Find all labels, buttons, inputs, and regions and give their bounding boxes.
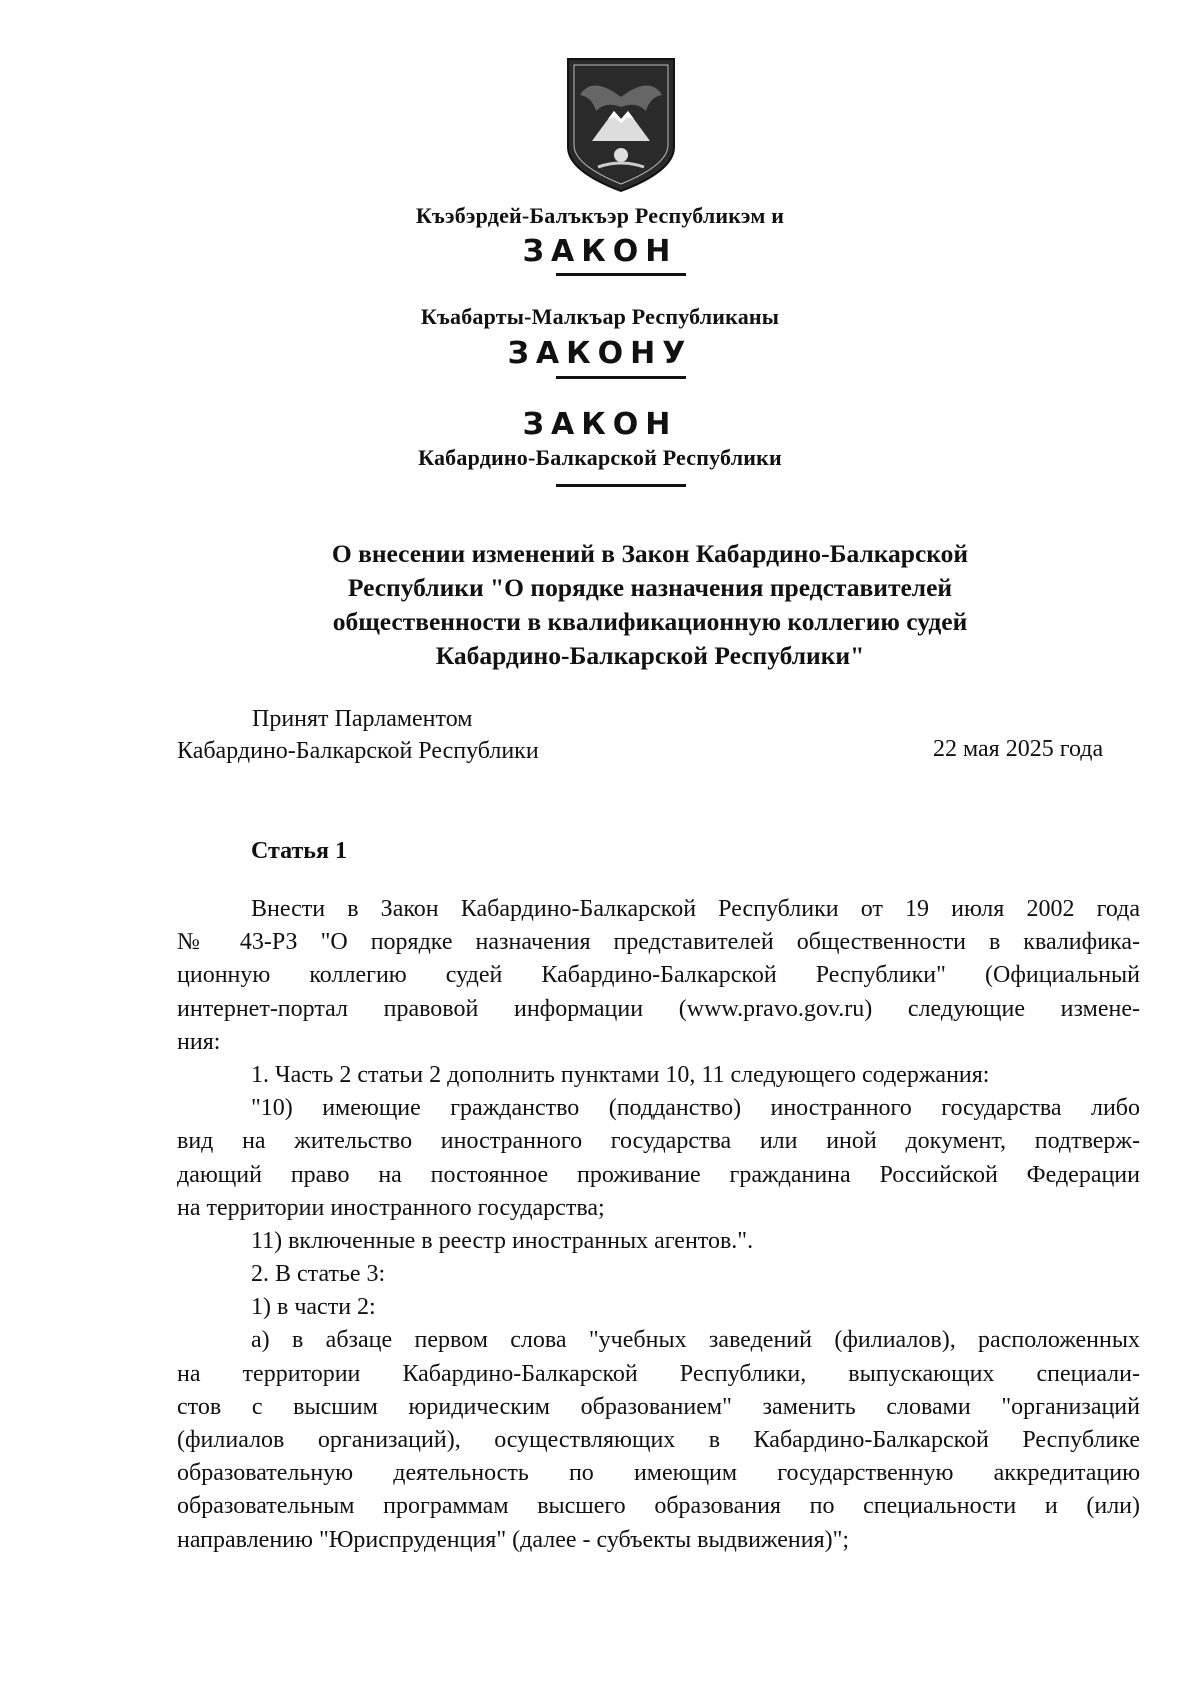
law-title-line: О внесении изменений в Закон Кабардино-Балкарской — [331, 539, 969, 568]
divider-rule — [556, 484, 686, 487]
article-line: ционную коллегию судей Кабардино-Балкарской Республики" (Официальный — [177, 962, 1140, 989]
ru-republic-label: Кабардино-Балкарской Республики — [418, 445, 782, 470]
adoption-date: 22 мая 2025 года — [933, 736, 1104, 762]
law-title — [250, 537, 1050, 673]
article-line: (филиалов организаций), осуществляющих в Кабардино-Балкарской Республике — [177, 1427, 1140, 1453]
article-line: образовательным программам высшего образования по специальности и (или) — [177, 1493, 1140, 1520]
article-line: а) в абзаце первом слова "учебных заведений (филиалов), расположенных — [251, 1327, 1140, 1354]
article-line: дающий право на постоянное проживание гражданина Российской Федерации — [177, 1161, 1140, 1188]
article-line: ния: — [177, 1028, 221, 1055]
krc-republic-label: Къабарты-Малкъар Республиканы — [420, 304, 780, 329]
article-line: интернет-портал правовой информации (www.pravo.gov.ru) следующие измене- — [177, 995, 1140, 1022]
article-line: на территории Кабардино-Балкарской Республики, выпускающих специали- — [177, 1360, 1140, 1387]
kbd-republic-label: Къэбэрдей-Балъкъэр Республикэм и — [415, 203, 785, 228]
article-line: "10) имеющие гражданство (подданство) иностранного государства либо — [251, 1095, 1140, 1122]
coat-of-arms-emblem — [562, 55, 680, 195]
article-line: 1. Часть 2 статьи 2 дополнить пунктами 10, 11 следующего содержания: — [251, 1061, 990, 1088]
article-line: 2. В статье 3: — [251, 1261, 386, 1288]
ru-law-title: ЗАКОН — [522, 407, 678, 442]
adopted-by-label: Принят Парламентом — [252, 706, 473, 732]
article-line: 11) включенные в реестр иностранных агентов.". — [251, 1227, 754, 1254]
article-heading: Статья 1 — [251, 838, 347, 864]
article-line: 1) в части 2: — [251, 1294, 376, 1321]
adopted-by-parliament: Кабардино-Балкарской Республики — [177, 738, 539, 764]
kbd-law-title: ЗАКОН — [522, 234, 678, 269]
article-body — [177, 893, 1140, 1557]
article-line: стов с высшим юридическим образованием" заменить словами "организаций — [177, 1393, 1140, 1420]
divider-rule — [556, 273, 686, 276]
krc-law-title: ЗАКОНУ — [507, 336, 693, 371]
article-line: направлению "Юриспруденция" (далее - субъекты выдвижения)"; — [177, 1526, 850, 1553]
article-line: образовательную деятельность по имеющим государственную аккредитацию — [177, 1460, 1140, 1487]
article-line: вид на жительство иностранного государства или иной документ, подтверж- — [177, 1128, 1140, 1155]
article-line: на территории иностранного государства; — [177, 1194, 605, 1221]
divider-rule — [556, 376, 686, 379]
article-line: Внести в Закон Кабардино-Балкарской Республики от 19 июля 2002 года — [251, 896, 1140, 922]
law-title-line: Кабардино-Балкарской Республики" — [435, 641, 865, 670]
law-title-line: общественности в квалификационную коллегию судей — [332, 607, 968, 636]
law-title-line: Республики "О порядке назначения представителей — [347, 573, 953, 602]
article-line: № 43-РЗ "О порядке назначения представителей общественности в квалифика- — [177, 929, 1140, 956]
